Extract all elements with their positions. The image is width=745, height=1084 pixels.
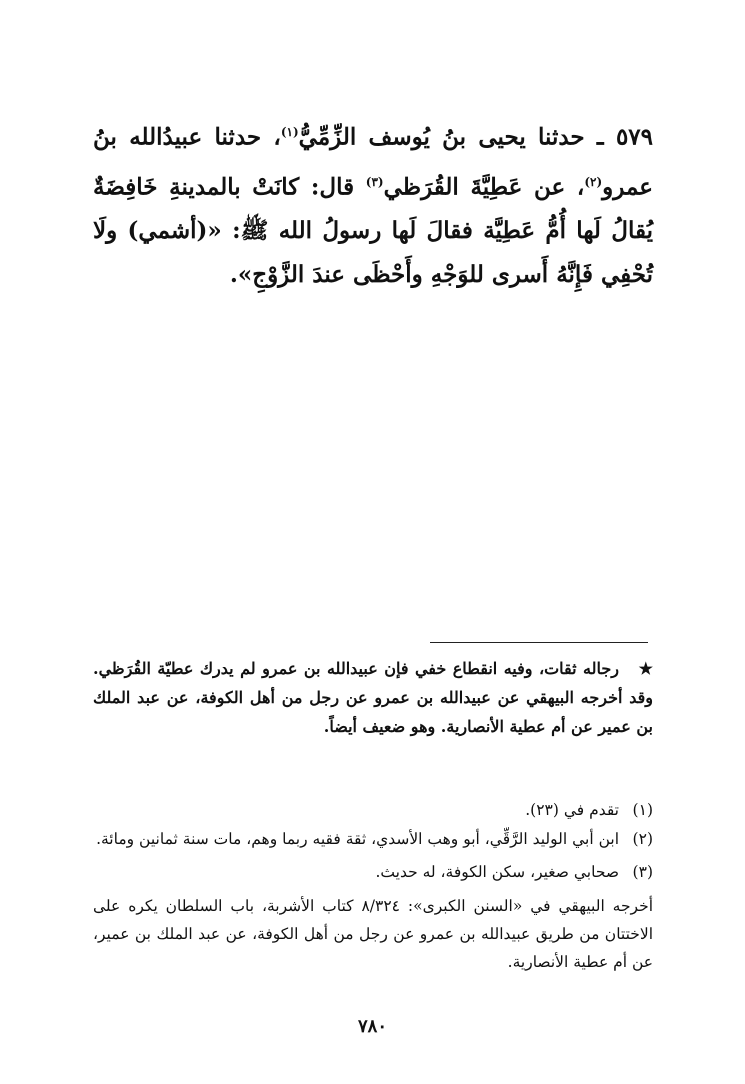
footnote-2-mark: (٢) (632, 830, 653, 848)
footnote-ref-2: (٢) (584, 174, 603, 189)
footnote-1 (93, 796, 653, 824)
hadith-text (93, 110, 653, 297)
footnote-ref-3: (٣) (365, 174, 384, 189)
hadith-text-part3: ، عن عَطِيَّةَ القُرَظي (383, 173, 585, 201)
footnote-3 (93, 858, 653, 976)
hadith-text-part4: قال: كانَتْ بالمدينةِ خَافِضَةٌ يُقالُ لَها أُمُّ عَطِيَّة فقالَ لَها رسولُ الله ﷺ: «(أشمي) ولَا تُحْفِي فَإِنَّهُ أَسرى للوَجْهِ وأَحْظَى عندَ الزَّوْجِ». (93, 173, 653, 289)
footnote-3-source: أخرجه البيهقي في «السنن الكبرى»: ٨/٣٢٤ كتاب الأشربة، باب السلطان يكره على الاختتان من طريق عبيدالله بن عمرو عن رجل من أهل الكوفة، عن عبد الملك بن عمير، عن أم عطية الأنصارية. (93, 897, 653, 971)
footnote-2 (93, 825, 653, 853)
hadith-number: ٥٧٩ (615, 123, 653, 151)
hadith-text-part2: ، حدثنا عبيدُالله بنُ عمرو (93, 123, 653, 201)
grading-text: رجاله ثقات، وفيه انقطاع خفي فإن عبيدالله بن عمرو لم يدرك عطيّة القُرَظي. وقد أخرجه البيهقي عن عبيدالله بن عمرو عن رجل من أهل الكوفة، عن عبد الملك بن عمير عن أم عطية الأنصارية. وهو ضعيف أيضاً. (93, 659, 653, 736)
footnote-2-text: ابن أبي الوليد الرَّقِّي، أبو وهب الأسدي، ثقة فقيه ربما وهم، مات سنة ثمانين ومائة. (96, 830, 619, 848)
footnote-divider (430, 642, 648, 643)
hadith-text-part1: ـ حدثنا يحيى بنُ يُوسف الزِّمِّيُّ (298, 123, 604, 151)
footnote-grading (93, 654, 653, 741)
footnote-1-text: تقدم في (٢٣). (525, 801, 619, 819)
star-mark: ★ (638, 659, 653, 678)
footnote-3-mark: (٣) (632, 863, 653, 881)
page-number: ٧٨٠ (357, 1016, 387, 1037)
footnote-ref-1: (١) (280, 125, 299, 139)
footnote-3-text: صحابي صغير، سكن الكوفة، له حديث. (375, 863, 619, 881)
footnote-1-mark: (١) (632, 801, 653, 819)
